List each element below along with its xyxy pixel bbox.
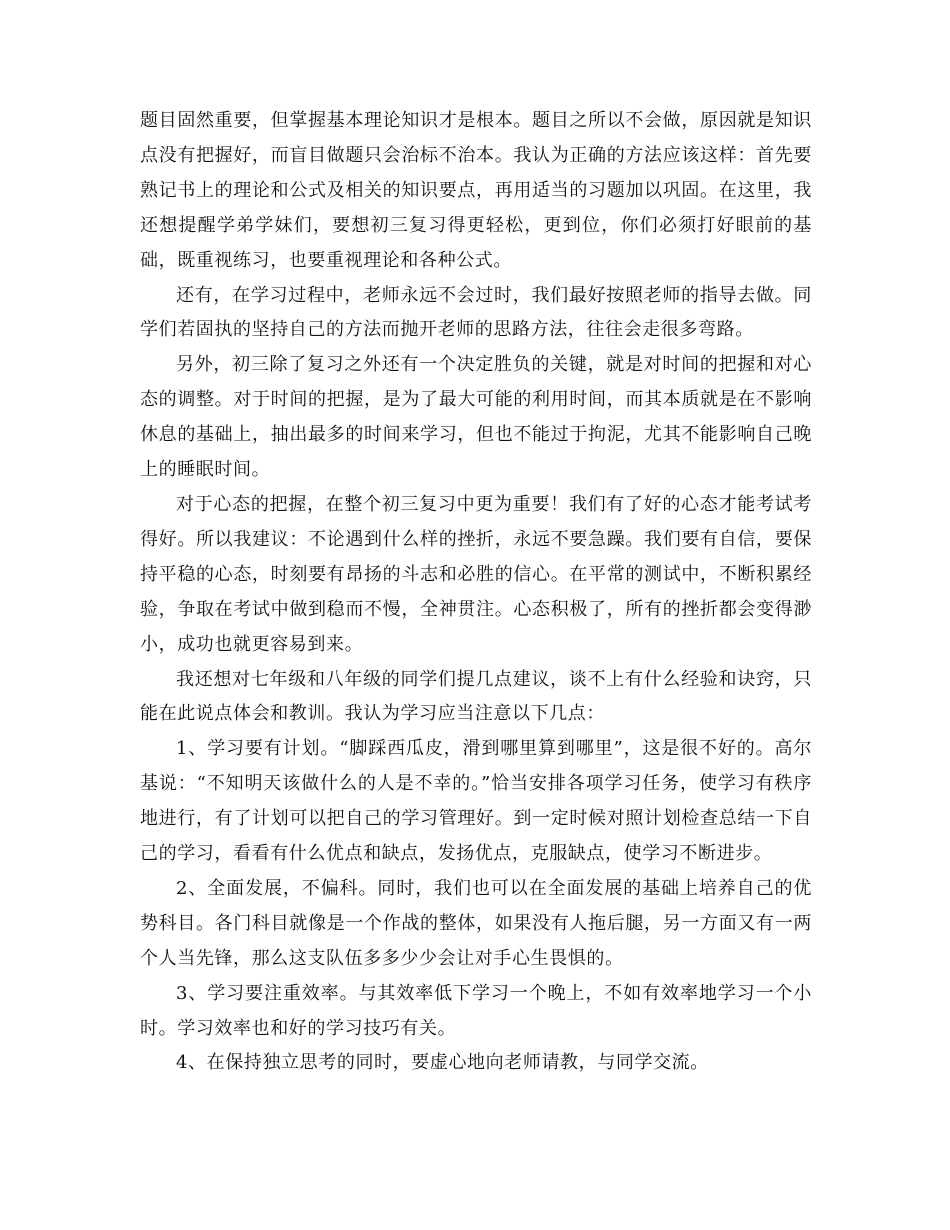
document-body bbox=[140, 104, 812, 1081]
paragraph-continuation: 题目固然重要，但掌握基本理论知识才是根本。题目之所以不会做，原因就是知识点没有把握好，而盲目做题只会治标不治本。我认为正确的方法应该这样：首先要熟记书上的理论和公式及相关的知识要点，再用适当的习题加以巩固。在这里，我还想提醒学弟学妹们，要想初三复习得更轻松，更到位，你们必须打好眼前的基础，既重视练习，也要重视理论和各种公式。 bbox=[140, 110, 812, 271]
paragraph-point-2-balance: 2、全面发展，不偏科。同时，我们也可以在全面发展的基础上培养自己的优势科目。各门科目就像是一个作战的整体，如果没有人拖后腿，另一方面又有一两个人当先锋，那么这支队伍多多少少会让对手心生畏惧的。 bbox=[140, 877, 812, 969]
paragraph-suggestions-intro: 我还想对七年级和八年级的同学们提几点建议，谈不上有什么经验和诀窍，只能在此说点体会和教训。我认为学习应当注意以下几点： bbox=[140, 668, 812, 725]
paragraph-point-3-efficiency: 3、学习要注重效率。与其效率低下学习一个晚上，不如有效率地学习一个小时。学习效率也和好的学习技巧有关。 bbox=[140, 982, 812, 1039]
paragraph-point-4-communication: 4、在保持独立思考的同时，要虚心地向老师请教，与同学交流。 bbox=[176, 1052, 709, 1074]
paragraph-time-and-mindset: 另外，初三除了复习之外还有一个决定胜负的关键，就是对时间的把握和对心态的调整。对于时间的把握，是为了最大可能的利用时间，而其本质就是在不影响休息的基础上，抽出最多的时间来学习，但也不能过于拘泥，尤其不能影响自己晚上的睡眠时间。 bbox=[140, 354, 812, 481]
paragraph-mindset: 对于心态的把握，在整个初三复习中更为重要！我们有了好的心态才能考试考得好。所以我建议：不论遇到什么样的挫折，永远不要急躁。我们要有自信，要保持平稳的心态，时刻要有昂扬的斗志和必胜的信心。在平常的测试中，不断积累经验，争取在考试中做到稳而不慢，全神贯注。心态积极了，所有的挫折都会变得渺小，成功也就更容易到来。 bbox=[140, 493, 812, 655]
paragraph-point-1-plan: 1、学习要有计划。“脚踩西瓜皮，滑到哪里算到哪里”，这是很不好的。高尔基说：“不知明天该做什么的人是不幸的。”恰当安排各项学习任务，使学习有秩序地进行，有了计划可以把自己的学习管理好。到一定时候对照计划检查总结一下自己的学习，看看有什么优点和缺点，发扬优点，克服缺点，使学习不断进步。 bbox=[140, 738, 812, 865]
paragraph-teacher-guidance: 还有，在学习过程中，老师永远不会过时，我们最好按照老师的指导去做。同学们若固执的坚持自己的方法而抛开老师的思路方法，往往会走很多弯路。 bbox=[140, 284, 812, 341]
